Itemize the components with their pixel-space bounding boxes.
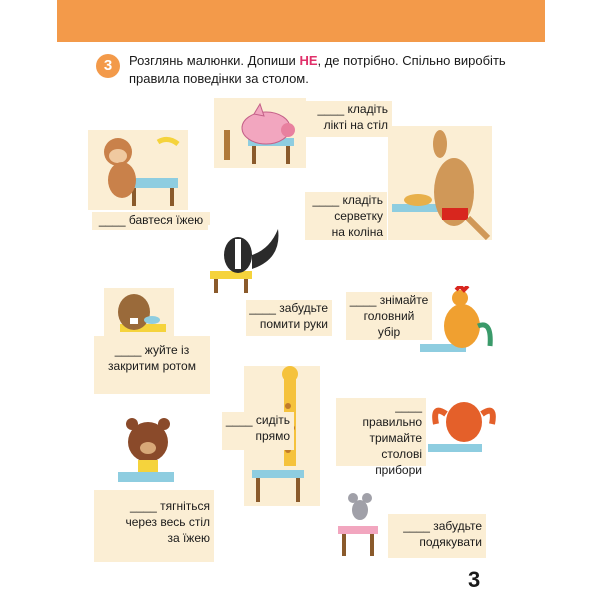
kangaroo-at-table <box>388 126 492 240</box>
task-instruction: Розглянь малюнки. Допиши НЕ, де потрібно. Спільно виробіть правила поведінки за столом. <box>129 53 506 86</box>
page-number: 3 <box>468 567 481 592</box>
card-elbows: ____ кладіть лікті на стіл <box>306 101 392 137</box>
card-reach: ____ тягніться через весь стіл за їжею <box>94 490 214 562</box>
card-hat: ____ знімайте головний убір <box>346 292 432 340</box>
card-cutlery: ____ правильно тримайте столові прибори <box>336 398 426 466</box>
monkey-at-table <box>88 130 188 210</box>
card-thanks: ____ забудьте подякувати <box>388 514 486 558</box>
card-wash-hands: ____ забудьте помити руки <box>246 300 332 336</box>
card-play-food: ____ бавтеся їжею <box>92 212 210 230</box>
highlight-ne: НЕ <box>299 53 318 68</box>
pig-at-table <box>214 98 306 168</box>
task-number-badge: 3 <box>96 54 120 78</box>
card-sit: ____ сидіть прямо <box>222 412 294 450</box>
crayfish-at-table <box>426 396 496 472</box>
card-chew: ____ жуйте із закритим ротом <box>94 336 210 394</box>
skunk-at-table <box>208 225 292 295</box>
header-bar <box>57 0 545 42</box>
card-napkin: ____ кладіть серветку на коліна <box>305 192 387 240</box>
mouse-at-table <box>336 488 386 560</box>
